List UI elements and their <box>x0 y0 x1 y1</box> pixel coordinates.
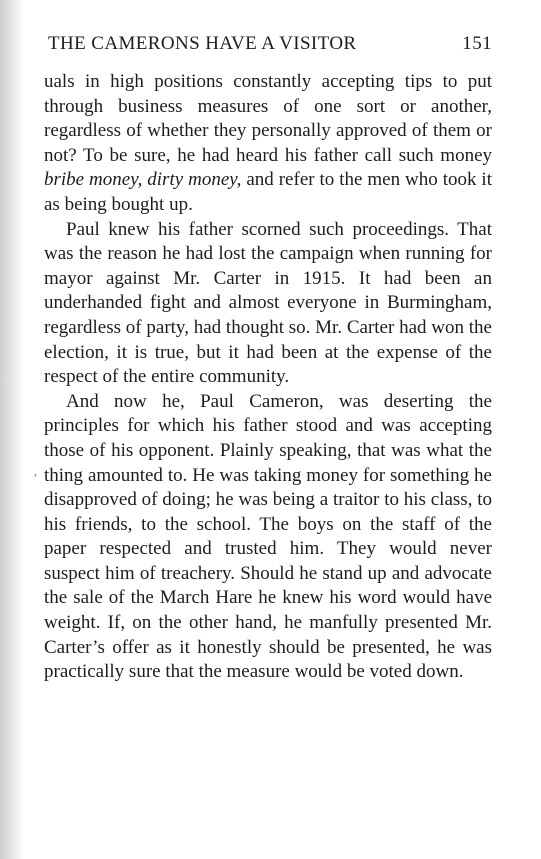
running-header <box>48 30 492 58</box>
italic-phrase: bribe money, dirty money, <box>44 169 242 191</box>
paragraph-2: Paul knew his father scorned such proceedings. That was the reason he had lost the campaign when running for mayor against Mr. Carter in 1915. It had been an underhanded fight and almost everyone in Burmingham, regardless of party, had thought so. Mr. Carter had won the election, it is true, but it had been at the expense of the respect of the entire community. <box>44 218 492 388</box>
page-body <box>44 70 492 685</box>
binding-gutter-shadow <box>0 0 24 859</box>
page-number: 151 <box>462 33 492 54</box>
running-title: THE CAMERONS HAVE A VISITOR <box>48 33 357 54</box>
paragraph-1: uals in high positions constantly accepting tips to put through business measures of one sort or another, regardless of whether they personally approved of them or not? To be sure, he had heard his father call such money bribe money, dirty money, and refer to the men who took it as being bought up. <box>44 71 492 215</box>
margin-mark: , <box>34 464 37 478</box>
paragraph-3: And now he, Paul Cameron, was deserting the principles for which his father stood and was accepting those of his opponent. Plainly speaking, that was what the thing amounted to. He was taking money for something he disapproved of doing; he was being a traitor to his class, to his friends, to the school. The boys on the staff of the paper respected and trusted him. They would never suspect him of treachery. Should he stand up and advocate the sale of the March Hare he knew his word would have weight. If, on the other hand, he manfully presented Mr. Carter’s offer as it honestly should be presented, he was practically sure that the measure would be voted down. <box>44 390 492 683</box>
